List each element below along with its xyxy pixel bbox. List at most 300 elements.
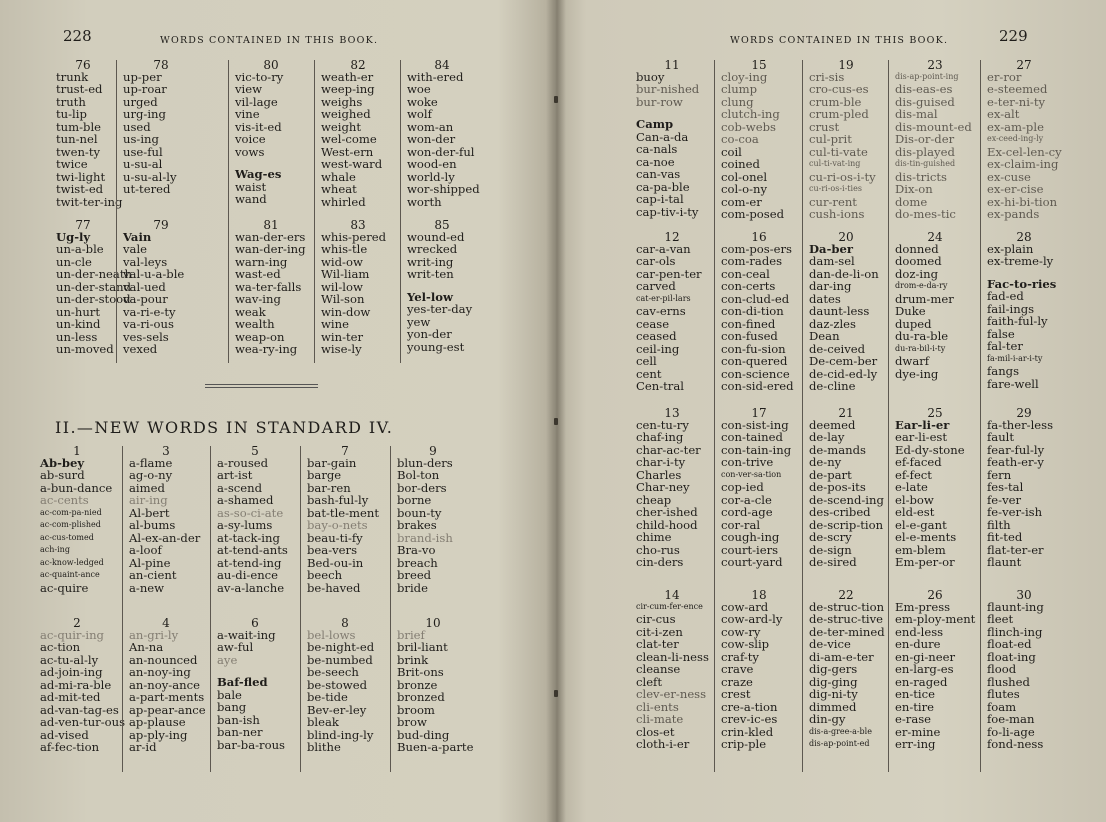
word-entry: dig-ni-ty bbox=[809, 687, 858, 702]
word-entry: de-sign bbox=[809, 542, 852, 557]
word-entry: bang bbox=[217, 700, 247, 715]
word-entry: dis-ap-point-ed bbox=[809, 738, 870, 748]
section-number: 25 bbox=[927, 406, 943, 420]
word-entry: car-ols bbox=[636, 254, 676, 269]
word-entry: un-hurt bbox=[56, 304, 100, 319]
word-entry: whale bbox=[321, 169, 356, 184]
word-entry: ac-cents bbox=[40, 493, 89, 508]
word-entry: de-cline bbox=[809, 378, 856, 393]
word-entry: con-science bbox=[721, 366, 790, 381]
word-entry: blithe bbox=[307, 740, 341, 755]
word-entry: waist bbox=[235, 179, 267, 194]
word-entry: dam-sel bbox=[809, 254, 855, 269]
section-9 bbox=[391, 446, 475, 594]
word-entry: ag-o-ny bbox=[129, 468, 173, 483]
word-entry: fad-ed bbox=[987, 289, 1024, 304]
word-entry: whirled bbox=[321, 194, 366, 209]
word-entry: Al-pine bbox=[129, 555, 171, 570]
word-entry: ac-cus-tomed bbox=[40, 532, 94, 542]
word-entry: Dix-on bbox=[895, 182, 933, 197]
column-5 bbox=[390, 446, 475, 772]
word-entry: clat-ter bbox=[636, 637, 679, 652]
word-entry: com-posed bbox=[721, 206, 785, 221]
word-entry: flushed bbox=[987, 674, 1030, 689]
word-entry: be-night-ed bbox=[307, 640, 375, 655]
word-entry: cho-rus bbox=[636, 542, 680, 557]
section-number: 80 bbox=[263, 58, 279, 72]
word-entry: bale bbox=[217, 687, 242, 702]
word-entry: fa-ther-less bbox=[987, 418, 1054, 432]
section-number: 76 bbox=[75, 58, 91, 72]
section-82 bbox=[315, 60, 401, 208]
word-entry: dye-ing bbox=[895, 366, 939, 381]
word-entry: Bed-ou-in bbox=[307, 555, 364, 570]
word-entry: cow-ry bbox=[721, 624, 761, 639]
word-entry: win-dow bbox=[321, 304, 371, 319]
section-number: 81 bbox=[263, 218, 279, 232]
word-entry: au-di-ence bbox=[217, 568, 279, 583]
word-entry: Duke bbox=[895, 304, 926, 319]
word-entry: con-fined bbox=[721, 316, 776, 331]
section-81 bbox=[229, 220, 313, 356]
word-entry: bud-ding bbox=[397, 727, 450, 742]
word-entry: wolf bbox=[407, 107, 432, 122]
word-entry: an-nounced bbox=[129, 652, 198, 667]
word-entry: dis-tin-guished bbox=[895, 159, 956, 169]
word-entry: e-rase bbox=[895, 712, 932, 727]
column-2 bbox=[122, 446, 209, 772]
word-entry: fleet bbox=[987, 612, 1014, 627]
word-entry: borne bbox=[397, 493, 432, 508]
word-entry: cul-ti-vate bbox=[809, 144, 868, 159]
word-entry: Buen-a-parte bbox=[397, 740, 474, 755]
word-entry: wand bbox=[235, 192, 267, 207]
word-entry: Em-press bbox=[895, 600, 951, 614]
section-1 bbox=[34, 446, 120, 594]
word-entry: bay-o-nets bbox=[307, 518, 368, 533]
word-entry: con-certs bbox=[721, 279, 776, 294]
word-entry: din-gy bbox=[809, 712, 846, 727]
word-entry: brink bbox=[397, 652, 429, 667]
word-entry: Wil-son bbox=[321, 292, 365, 307]
section-16 bbox=[715, 232, 803, 392]
word-entry: cre-a-tion bbox=[721, 699, 778, 714]
word-entry: ef-faced bbox=[895, 455, 942, 470]
word-entry: un-der-stand bbox=[56, 279, 132, 294]
word-entry: bat-tle-ment bbox=[307, 505, 380, 520]
word-entry: cu-ri-os-i-ty bbox=[809, 169, 876, 184]
word-entry: cav-erns bbox=[636, 304, 686, 319]
word-entry: faith-ful-ly bbox=[987, 314, 1048, 329]
word-entry: weighs bbox=[321, 94, 363, 109]
word-entry: de-cid-ed-ly bbox=[809, 366, 878, 381]
word-entry: craf-ty bbox=[721, 649, 759, 664]
word-entry: un-kind bbox=[56, 317, 101, 332]
word-entry: va-ri-ous bbox=[123, 317, 174, 332]
column-5 bbox=[980, 60, 1067, 772]
word-entry: clump bbox=[721, 82, 758, 97]
word-entry: vine bbox=[235, 107, 260, 122]
word-entry: ex-claim-ing bbox=[987, 157, 1059, 172]
word-entry: Brit-ons bbox=[397, 665, 444, 680]
word-entry: dis-played bbox=[895, 144, 955, 159]
section-85 bbox=[401, 220, 483, 353]
word-entry: cloth-i-er bbox=[636, 736, 690, 751]
word-entry: con-tain-ing bbox=[721, 442, 792, 457]
word-entry: fe-ver bbox=[987, 492, 1022, 507]
word-entry: con-tained bbox=[721, 430, 783, 445]
word-entry: up-per bbox=[123, 70, 162, 84]
word-entry: fond-ness bbox=[987, 736, 1044, 751]
word-entry: cin-ders bbox=[636, 554, 684, 569]
word-entry: an-noy-ing bbox=[129, 665, 191, 680]
word-entry: wound-ed bbox=[407, 230, 465, 244]
word-entry: crest bbox=[721, 687, 751, 702]
word-entry: Em-per-or bbox=[895, 554, 955, 569]
column-4 bbox=[300, 446, 389, 772]
word-entry: a-wait-ing bbox=[217, 628, 276, 642]
word-entry: used bbox=[123, 119, 151, 134]
word-entry: chime bbox=[636, 530, 672, 545]
word-entry: wel-come bbox=[321, 132, 377, 147]
word-entry: daunt-less bbox=[809, 304, 870, 319]
word-entry: cher-ished bbox=[636, 505, 698, 520]
word-entry: urg-ing bbox=[123, 107, 166, 122]
word-entry: con-clud-ed bbox=[721, 291, 790, 306]
word-entry: art-ist bbox=[217, 468, 253, 483]
section-number: 77 bbox=[75, 218, 91, 232]
word-entry: err-ing bbox=[895, 736, 936, 751]
word-entry: bash-ful-ly bbox=[307, 493, 369, 508]
word-entry: ac-quire bbox=[40, 580, 89, 595]
word-entry: en-dure bbox=[895, 637, 941, 652]
word-entry: wrecked bbox=[407, 242, 458, 257]
word-entry: wan-der-ers bbox=[235, 230, 306, 244]
word-entry: Vain bbox=[123, 230, 152, 244]
word-entry: woe bbox=[407, 82, 431, 97]
word-entry: Ab-bey bbox=[40, 456, 85, 470]
word-entry: ut-tered bbox=[123, 182, 171, 197]
section-number: 78 bbox=[153, 58, 169, 72]
running-head: WORDS CONTAINED IN THIS BOOK. bbox=[160, 35, 379, 46]
section-number: 23 bbox=[927, 58, 943, 72]
word-entry: bril-liant bbox=[397, 640, 448, 655]
word-entry: vexed bbox=[123, 342, 158, 357]
word-entry: em-blem bbox=[895, 542, 946, 557]
word-entry: bea-vers bbox=[307, 543, 358, 558]
section-number: 22 bbox=[838, 588, 854, 602]
word-entry: a-bun-dance bbox=[40, 480, 113, 495]
word-entry: ex-pands bbox=[987, 206, 1040, 221]
word-entry: cor-a-cle bbox=[721, 492, 772, 507]
word-entry: Wil-liam bbox=[321, 267, 370, 282]
section-19 bbox=[803, 60, 889, 220]
section-number: 24 bbox=[927, 230, 943, 244]
word-entry: ad-vised bbox=[40, 727, 89, 742]
word-entry: cloy-ing bbox=[721, 70, 768, 84]
word-entry: trust-ed bbox=[56, 82, 103, 97]
word-entry: win-ter bbox=[321, 329, 364, 344]
word-entry: De-cem-ber bbox=[809, 354, 878, 369]
column-3 bbox=[228, 60, 313, 363]
section-13 bbox=[630, 408, 714, 568]
section-title: II.—NEW WORDS IN STANDARD IV. bbox=[55, 418, 394, 437]
word-entry: buoy bbox=[636, 70, 665, 84]
section-number: 20 bbox=[838, 230, 854, 244]
word-grid-bottom bbox=[34, 446, 474, 772]
word-entry: cul-ti-vat-ing bbox=[809, 159, 861, 169]
word-entry: wea-ry-ing bbox=[235, 342, 298, 357]
page-number: 228 bbox=[63, 27, 92, 45]
word-entry: do-mes-tic bbox=[895, 206, 956, 221]
word-entry: a-loof bbox=[129, 543, 162, 558]
word-entry: cow-ard bbox=[721, 600, 769, 614]
word-entry: voice bbox=[235, 132, 266, 147]
word-entry: Al-ex-an-der bbox=[129, 530, 201, 545]
word-entry: bel-lows bbox=[307, 628, 356, 642]
word-entry: di-am-e-ter bbox=[809, 649, 874, 664]
word-entry: Char-ney bbox=[636, 480, 690, 495]
word-entry: coil bbox=[721, 144, 742, 159]
word-entry: Ear-li-er bbox=[895, 418, 950, 432]
word-entry: cul-prit bbox=[809, 132, 852, 147]
column-4 bbox=[314, 60, 401, 363]
word-entry: dis-mal bbox=[895, 107, 938, 122]
word-entry: won-der bbox=[407, 132, 456, 147]
section-20 bbox=[803, 232, 889, 392]
word-entry: bur-nished bbox=[636, 82, 700, 97]
word-entry: ad-ven-tur-ous bbox=[40, 715, 126, 730]
word-entry: Da-ber bbox=[809, 242, 853, 256]
word-entry: co-coa bbox=[721, 132, 759, 147]
section-number: 28 bbox=[1016, 230, 1032, 244]
word-entry: at-tend-ants bbox=[217, 543, 288, 558]
section-79 bbox=[117, 220, 205, 356]
word-entry: con-sist-ing bbox=[721, 418, 789, 432]
word-entry: flaunt-ing bbox=[987, 600, 1044, 614]
word-entry: twit-ter-ing bbox=[56, 194, 123, 209]
section-24 bbox=[889, 232, 981, 380]
word-entry: un-der-neath bbox=[56, 267, 132, 282]
word-entry: con-fu-sion bbox=[721, 341, 786, 356]
word-entry: craze bbox=[721, 674, 753, 689]
word-entry: ef-fect bbox=[895, 467, 932, 482]
word-entry: un-less bbox=[56, 329, 98, 344]
word-entry: clung bbox=[721, 94, 754, 109]
word-entry: char-i-ty bbox=[636, 455, 686, 470]
word-entry: drum-mer bbox=[895, 291, 954, 306]
word-entry: aimed bbox=[129, 480, 165, 495]
word-entry: Ug-ly bbox=[56, 230, 91, 244]
word-entry: urged bbox=[123, 94, 158, 109]
word-entry: with-ered bbox=[407, 70, 464, 84]
word-entry: wav-ing bbox=[235, 292, 281, 307]
word-entry: dis-guised bbox=[895, 94, 955, 109]
word-entry: clev-er-ness bbox=[636, 687, 707, 702]
word-entry: us-ing bbox=[123, 132, 159, 147]
section-10 bbox=[391, 618, 475, 754]
word-entry: weap-on bbox=[235, 329, 285, 344]
section-number: 79 bbox=[153, 218, 169, 232]
word-entry: woke bbox=[407, 94, 438, 109]
section-number: 9 bbox=[429, 444, 437, 458]
word-entry: wor-shipped bbox=[407, 182, 480, 197]
word-entry: de-pos-its bbox=[809, 480, 866, 495]
word-entry: fear-ful-ly bbox=[987, 442, 1045, 457]
section-6 bbox=[211, 618, 299, 751]
word-entry: an-gri-ly bbox=[129, 628, 179, 642]
word-entry: Dean bbox=[809, 329, 840, 344]
word-entry: dig-ging bbox=[809, 674, 858, 689]
section-15 bbox=[715, 60, 803, 220]
word-entry: won-der-ful bbox=[407, 144, 475, 159]
word-entry: Al-bert bbox=[129, 505, 170, 520]
word-entry: ca-noe bbox=[636, 154, 675, 169]
word-entry: trunk bbox=[56, 70, 89, 84]
word-entry: un-moved bbox=[56, 342, 114, 357]
word-entry: cob-webs bbox=[721, 119, 776, 134]
word-entry: el-bow bbox=[895, 492, 934, 507]
word-entry: cop-ied bbox=[721, 480, 764, 495]
word-entry: Bev-er-ley bbox=[307, 702, 367, 717]
running-head: WORDS CONTAINED IN THIS BOOK. bbox=[730, 35, 949, 46]
word-entry: dan-de-li-on bbox=[809, 266, 879, 281]
word-entry: clutch-ing bbox=[721, 107, 780, 122]
section-11 bbox=[630, 60, 714, 218]
section-number: 27 bbox=[1016, 58, 1032, 72]
word-entry: blind-ing-ly bbox=[307, 727, 374, 742]
word-entry: breed bbox=[397, 568, 432, 583]
section-84 bbox=[401, 60, 483, 208]
word-entry: en-gi-neer bbox=[895, 649, 956, 664]
word-entry: brief bbox=[397, 628, 425, 642]
word-entry: as-so-ci-ate bbox=[217, 505, 284, 520]
word-entry: con-trive bbox=[721, 455, 774, 470]
word-entry: crave bbox=[721, 662, 754, 677]
word-entry: de-scrip-tion bbox=[809, 517, 884, 532]
word-entry: cap-tiv-i-ty bbox=[636, 204, 699, 219]
section-number: 85 bbox=[434, 218, 450, 232]
word-entry: ac-quaint-ance bbox=[40, 570, 100, 580]
word-entry: ex-plain bbox=[987, 242, 1034, 256]
word-entry: e-steemed bbox=[987, 82, 1048, 97]
word-entry: be-stowed bbox=[307, 677, 367, 692]
word-entry: cord-age bbox=[721, 505, 773, 520]
section-number: 18 bbox=[751, 588, 767, 602]
word-entry: dar-ing bbox=[809, 279, 852, 294]
word-entry: col-onel bbox=[721, 169, 768, 184]
word-entry: ban-ner bbox=[217, 725, 263, 740]
word-entry: weighed bbox=[321, 107, 371, 122]
section-83 bbox=[315, 220, 401, 356]
word-entry: u-su-al-ly bbox=[123, 169, 177, 184]
column-1 bbox=[630, 60, 714, 772]
word-entry: West-ern bbox=[321, 144, 374, 159]
word-entry: de-sired bbox=[809, 554, 857, 569]
word-entry: broom bbox=[397, 702, 435, 717]
section-number: 2 bbox=[73, 616, 81, 630]
word-entry: cow-ard-ly bbox=[721, 612, 783, 627]
word-entry: breach bbox=[397, 555, 438, 570]
word-entry: des-cribed bbox=[809, 505, 871, 520]
word-entry: ad-mit-ted bbox=[40, 690, 101, 705]
word-entry: dwarf bbox=[895, 354, 930, 369]
word-entry: daz-zles bbox=[809, 316, 856, 331]
word-entry: ca-pa-ble bbox=[636, 179, 690, 194]
word-entry: wa-ter-falls bbox=[235, 279, 302, 294]
word-entry: cen-tu-ry bbox=[636, 418, 689, 432]
word-entry: ex-er-cise bbox=[987, 182, 1044, 197]
word-entry: bar-ba-rous bbox=[217, 737, 285, 752]
right-page bbox=[560, 0, 1106, 822]
word-entry: a-part-ments bbox=[129, 690, 205, 705]
word-entry: fo-li-age bbox=[987, 724, 1035, 739]
word-entry: ap-pear-ance bbox=[129, 702, 206, 717]
word-entry: un-a-ble bbox=[56, 242, 104, 257]
word-entry: be-seech bbox=[307, 665, 359, 680]
word-entry: can-vas bbox=[636, 167, 681, 182]
word-entry: warn-ing bbox=[235, 254, 288, 269]
section-2 bbox=[34, 616, 126, 755]
word-entry: char-ac-ter bbox=[636, 442, 701, 457]
word-entry: ves-sels bbox=[123, 329, 169, 344]
word-entry: Charles bbox=[636, 467, 682, 482]
word-entry: fare-well bbox=[987, 376, 1039, 391]
section-76 bbox=[50, 58, 123, 209]
word-entry: yew bbox=[407, 314, 431, 329]
word-entry: court-yard bbox=[721, 554, 783, 569]
word-entry: cell bbox=[636, 354, 657, 369]
word-entry: ad-join-ing bbox=[40, 665, 103, 680]
word-entry: ach-ing bbox=[40, 545, 70, 555]
word-entry: whis-tle bbox=[321, 242, 368, 257]
word-entry: twi-light bbox=[56, 169, 106, 184]
word-entry: ac-tu-al-ly bbox=[40, 652, 99, 667]
word-entry: em-ploy-ment bbox=[895, 612, 976, 627]
word-entry: cir-cus bbox=[636, 612, 676, 627]
word-entry: val-leys bbox=[123, 254, 168, 269]
word-entry: yon-der bbox=[407, 327, 452, 342]
word-entry: de-ceived bbox=[809, 341, 866, 356]
word-entry: twen-ty bbox=[56, 144, 101, 159]
word-entry: weep-ing bbox=[321, 82, 375, 97]
section-number: 82 bbox=[350, 58, 366, 72]
word-entry: en-tire bbox=[895, 699, 935, 714]
word-entry: wil-low bbox=[321, 279, 363, 294]
column-3 bbox=[210, 446, 299, 772]
word-entry: cu-ri-os-i-ties bbox=[809, 184, 862, 194]
word-entry: de-ny bbox=[809, 455, 842, 470]
word-entry: air-ing bbox=[129, 493, 168, 508]
section-29 bbox=[981, 408, 1067, 568]
word-entry: carved bbox=[636, 279, 676, 294]
section-3 bbox=[123, 446, 209, 594]
word-entry: ad-van-tag-es bbox=[40, 702, 119, 717]
word-grid bbox=[630, 60, 1066, 772]
section-4 bbox=[123, 618, 209, 754]
word-entry: bride bbox=[397, 580, 428, 595]
word-entry: a-scend bbox=[217, 480, 263, 495]
word-entry: car-pen-ter bbox=[636, 266, 702, 281]
column-1 bbox=[34, 444, 126, 772]
word-entry: filth bbox=[987, 517, 1011, 532]
word-entry: donned bbox=[895, 242, 939, 256]
word-entry: al-bums bbox=[129, 518, 176, 533]
word-entry: un-cle bbox=[56, 254, 92, 269]
word-entry: de-mands bbox=[809, 442, 866, 457]
word-entry: west-ward bbox=[321, 157, 383, 172]
column-2 bbox=[116, 60, 205, 363]
